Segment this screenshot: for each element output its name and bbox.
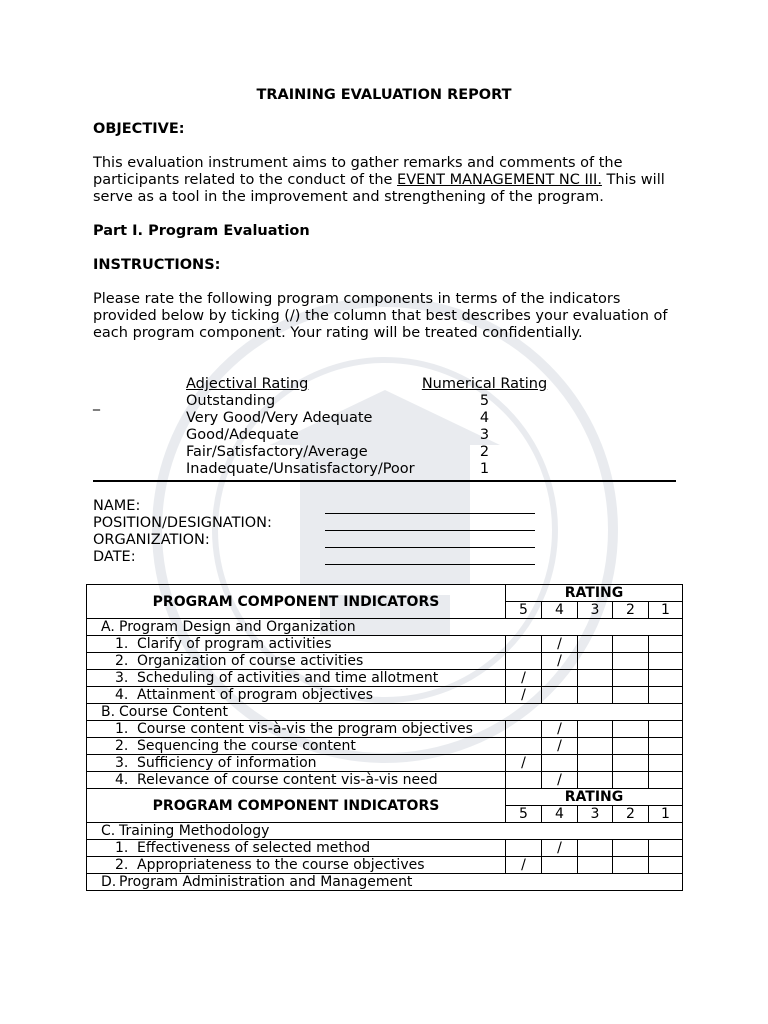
indicator-label: Relevance of course content vis-à-vis need bbox=[137, 772, 438, 788]
info-field-label: ORGANIZATION: bbox=[93, 532, 210, 548]
table-row bbox=[87, 755, 683, 772]
tick-mark: / bbox=[557, 738, 562, 754]
instructions-heading: INSTRUCTIONS: bbox=[93, 257, 221, 273]
indicator-cell bbox=[87, 636, 506, 653]
indicator-cell bbox=[87, 721, 506, 738]
info-field-line[interactable] bbox=[325, 564, 535, 565]
section-row bbox=[87, 823, 683, 840]
info-field-line[interactable] bbox=[325, 547, 535, 548]
rating-cell-1[interactable] bbox=[649, 857, 683, 874]
rating-cell-3[interactable] bbox=[578, 721, 613, 738]
program-name: EVENT MANAGEMENT NC III. bbox=[397, 172, 602, 188]
section-label bbox=[87, 874, 683, 891]
rating-cell-4[interactable] bbox=[542, 636, 578, 653]
rating-cell-2[interactable] bbox=[613, 738, 649, 755]
indicator-number: 3. bbox=[115, 670, 129, 686]
stray-underscore: _ bbox=[93, 395, 100, 411]
indicator-header: PROGRAM COMPONENT INDICATORS bbox=[87, 585, 506, 619]
tick-mark: / bbox=[521, 857, 526, 873]
info-field-label: NAME: bbox=[93, 498, 141, 514]
rating-cell-2[interactable] bbox=[613, 755, 649, 772]
rating-header: RATING bbox=[506, 789, 683, 806]
indicator-label: Scheduling of activities and time allotment bbox=[137, 670, 439, 686]
info-field-row bbox=[93, 498, 543, 515]
tick-mark: / bbox=[557, 721, 562, 737]
indicator-number: 3. bbox=[115, 755, 129, 771]
table-row bbox=[87, 738, 683, 755]
indicator-number: 2. bbox=[115, 857, 129, 873]
rating-cell-3[interactable] bbox=[578, 738, 613, 755]
rating-header: RATING bbox=[506, 585, 683, 602]
section-divider bbox=[93, 480, 676, 482]
indicator-number: 2. bbox=[115, 738, 129, 754]
section-label bbox=[87, 619, 683, 636]
numerical-rating: 4 bbox=[479, 410, 490, 426]
rating-cell-4[interactable] bbox=[542, 772, 578, 789]
adjectival-rating: Outstanding bbox=[186, 393, 276, 409]
rating-cell-4[interactable] bbox=[542, 755, 578, 772]
document-title: TRAINING EVALUATION REPORT bbox=[256, 87, 512, 103]
rating-cell-3[interactable] bbox=[578, 840, 613, 857]
tick-mark: / bbox=[521, 670, 526, 686]
adjectival-rating: Inadequate/Unsatisfactory/Poor bbox=[186, 461, 415, 477]
rating-cell-5[interactable] bbox=[506, 755, 542, 772]
indicator-cell bbox=[87, 738, 506, 755]
rating-cell-2[interactable] bbox=[613, 840, 649, 857]
rating-cell-4[interactable] bbox=[542, 653, 578, 670]
table-row bbox=[87, 721, 683, 738]
rating-cell-1[interactable] bbox=[649, 636, 683, 653]
rating-cell-5[interactable] bbox=[506, 857, 542, 874]
objective-paragraph bbox=[93, 155, 693, 206]
indicator-cell bbox=[87, 857, 506, 874]
indicator-number: 1. bbox=[115, 840, 129, 856]
rating-cell-1[interactable] bbox=[649, 772, 683, 789]
info-field-label: POSITION/DESIGNATION: bbox=[93, 515, 272, 531]
rating-cell-1[interactable] bbox=[649, 670, 683, 687]
rating-cell-2[interactable] bbox=[613, 670, 649, 687]
adjectival-rating: Very Good/Very Adequate bbox=[186, 410, 373, 426]
rating-number-5: 5 bbox=[506, 806, 542, 823]
section-letter: C. bbox=[101, 823, 116, 839]
rating-cell-3[interactable] bbox=[578, 653, 613, 670]
section-row bbox=[87, 704, 683, 721]
rating-cell-1[interactable] bbox=[649, 687, 683, 704]
indicator-label: Effectiveness of selected method bbox=[137, 840, 371, 856]
part-heading: Part I. Program Evaluation bbox=[93, 223, 310, 239]
rating-cell-5[interactable] bbox=[506, 772, 542, 789]
table-row bbox=[87, 636, 683, 653]
objective-heading: OBJECTIVE: bbox=[93, 121, 185, 137]
adjectival-rating: Fair/Satisfactory/Average bbox=[186, 444, 368, 460]
indicator-number: 1. bbox=[115, 721, 129, 737]
rating-cell-4[interactable] bbox=[542, 670, 578, 687]
rating-cell-3[interactable] bbox=[578, 636, 613, 653]
instructions-paragraph: Please rate the following program components in terms of the indicators provided below by ticking (/) the column that best describes your evaluation of each program component. Your rating will be treated confidentially. bbox=[93, 291, 668, 341]
adjectival-rating-header: Adjectival Rating bbox=[186, 376, 309, 392]
section-title: Course Content bbox=[119, 704, 229, 720]
rating-cell-2[interactable] bbox=[613, 687, 649, 704]
section-letter: B. bbox=[101, 704, 116, 720]
rating-number-5: 5 bbox=[506, 602, 542, 619]
indicator-number: 4. bbox=[115, 772, 129, 788]
section-row bbox=[87, 874, 683, 891]
rating-number-4: 4 bbox=[542, 806, 578, 823]
adjectival-rating: Good/Adequate bbox=[186, 427, 299, 443]
evaluation-table bbox=[86, 584, 683, 891]
indicator-label: Organization of course activities bbox=[137, 653, 364, 669]
indicator-label: Clarify of program activities bbox=[137, 636, 332, 652]
tick-mark: / bbox=[557, 636, 562, 652]
rating-cell-2[interactable] bbox=[613, 772, 649, 789]
section-title: Training Methodology bbox=[119, 823, 270, 839]
rating-cell-5[interactable] bbox=[506, 636, 542, 653]
numerical-rating: 2 bbox=[479, 444, 490, 460]
rating-cell-2[interactable] bbox=[613, 653, 649, 670]
rating-cell-2[interactable] bbox=[613, 857, 649, 874]
indicator-number: 1. bbox=[115, 636, 129, 652]
rating-number-2: 2 bbox=[613, 806, 649, 823]
tick-mark: / bbox=[521, 755, 526, 771]
numerical-rating: 3 bbox=[479, 427, 490, 443]
indicator-cell bbox=[87, 755, 506, 772]
table-header-row bbox=[87, 789, 683, 806]
rating-number-2: 2 bbox=[613, 602, 649, 619]
rating-cell-5[interactable] bbox=[506, 738, 542, 755]
rating-cell-4[interactable] bbox=[542, 721, 578, 738]
info-field-row bbox=[93, 515, 543, 532]
table-row bbox=[87, 772, 683, 789]
indicator-header: PROGRAM COMPONENT INDICATORS bbox=[87, 789, 506, 823]
rating-cell-1[interactable] bbox=[649, 721, 683, 738]
rating-cell-4[interactable] bbox=[542, 687, 578, 704]
indicator-cell bbox=[87, 687, 506, 704]
section-row bbox=[87, 619, 683, 636]
section-label bbox=[87, 823, 683, 840]
indicator-label: Course content vis-à-vis the program objectives bbox=[137, 721, 473, 737]
rating-cell-1[interactable] bbox=[649, 653, 683, 670]
participant-info bbox=[93, 498, 543, 566]
info-field-row bbox=[93, 549, 543, 566]
rating-cell-4[interactable] bbox=[542, 840, 578, 857]
table-row bbox=[87, 687, 683, 704]
rating-cell-5[interactable] bbox=[506, 687, 542, 704]
indicator-label: Sufficiency of information bbox=[137, 755, 317, 771]
rating-cell-1[interactable] bbox=[649, 840, 683, 857]
indicator-cell bbox=[87, 670, 506, 687]
indicator-number: 2. bbox=[115, 653, 129, 669]
section-letter: D. bbox=[101, 874, 117, 890]
rating-cell-5[interactable] bbox=[506, 840, 542, 857]
rating-cell-4[interactable] bbox=[542, 857, 578, 874]
rating-cell-2[interactable] bbox=[613, 721, 649, 738]
section-title: Program Design and Organization bbox=[119, 619, 356, 635]
table-row bbox=[87, 840, 683, 857]
rating-cell-3[interactable] bbox=[578, 857, 613, 874]
rating-number-4: 4 bbox=[542, 602, 578, 619]
rating-cell-5[interactable] bbox=[506, 670, 542, 687]
rating-cell-4[interactable] bbox=[542, 738, 578, 755]
rating-cell-3[interactable] bbox=[578, 755, 613, 772]
section-label bbox=[87, 704, 683, 721]
tick-mark: / bbox=[557, 840, 562, 856]
rating-cell-5[interactable] bbox=[506, 653, 542, 670]
info-field-label: DATE: bbox=[93, 549, 136, 565]
rating-cell-2[interactable] bbox=[613, 636, 649, 653]
rating-number-3: 3 bbox=[578, 806, 613, 823]
numerical-rating: 5 bbox=[479, 393, 490, 409]
indicator-label: Sequencing the course content bbox=[137, 738, 356, 754]
rating-cell-1[interactable] bbox=[649, 755, 683, 772]
rating-cell-1[interactable] bbox=[649, 738, 683, 755]
rating-cell-5[interactable] bbox=[506, 721, 542, 738]
rating-number-3: 3 bbox=[578, 602, 613, 619]
indicator-number: 4. bbox=[115, 687, 129, 703]
objective-text-before: This evaluation instrument aims to gather remarks and comments of the participants related to the conduct of the bbox=[93, 155, 623, 188]
rating-cell-3[interactable] bbox=[578, 670, 613, 687]
indicator-cell bbox=[87, 840, 506, 857]
indicator-cell bbox=[87, 772, 506, 789]
tick-mark: / bbox=[521, 687, 526, 703]
tick-mark: / bbox=[557, 653, 562, 669]
table-row bbox=[87, 670, 683, 687]
indicator-label: Attainment of program objectives bbox=[137, 687, 374, 703]
rating-number-1: 1 bbox=[649, 602, 683, 619]
info-field-line[interactable] bbox=[325, 530, 535, 531]
rating-cell-3[interactable] bbox=[578, 687, 613, 704]
indicator-wrap bbox=[115, 721, 502, 737]
indicator-cell bbox=[87, 653, 506, 670]
info-field-row bbox=[93, 532, 543, 549]
indicator-label: Appropriateness to the course objectives bbox=[137, 857, 425, 873]
section-letter: A. bbox=[101, 619, 115, 635]
numerical-rating: 1 bbox=[479, 461, 490, 477]
numerical-rating-header: Numerical Rating bbox=[421, 376, 548, 392]
table-row bbox=[87, 653, 683, 670]
objective-text-after: This will serve as a tool in the improvement and strengthening of the program. bbox=[93, 172, 665, 205]
table-row bbox=[87, 857, 683, 874]
rating-number-1: 1 bbox=[649, 806, 683, 823]
rating-cell-3[interactable] bbox=[578, 772, 613, 789]
info-field-line[interactable] bbox=[325, 513, 535, 514]
section-title: Program Administration and Management bbox=[119, 874, 413, 890]
tick-mark: / bbox=[557, 772, 562, 788]
table-header-row bbox=[87, 585, 683, 602]
